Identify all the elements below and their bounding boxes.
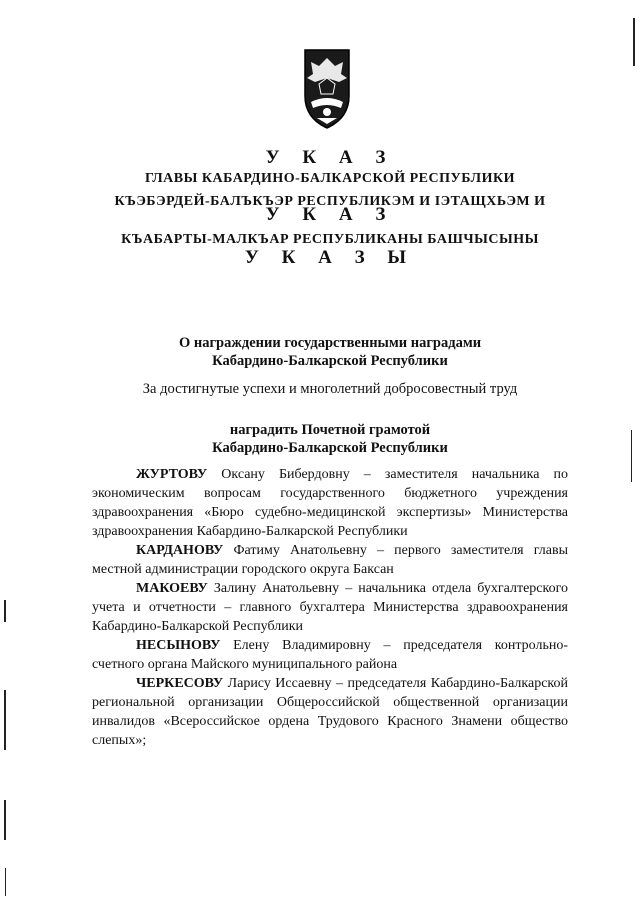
awardee-paragraph: [92, 674, 568, 750]
subject-line: О награждении государственными наградами: [178, 335, 482, 351]
scan-artifact: [633, 18, 635, 66]
decision-line: наградить Почетной грамотой: [229, 422, 431, 438]
scan-artifact: [4, 800, 6, 840]
awardee-description: Залину Анатольевну – начальника отдела бухгалтерского учета и отчетности – главного бухгалтера Министерства здравоохранения Кабардино-Балкарской Республики: [92, 581, 568, 634]
awardee-name: ЖУРТОВУ: [136, 467, 208, 482]
decree-subject: [40, 334, 620, 370]
title-line-ru: ГЛАВЫ КАБАРДИНО-БАЛКАРСКОЙ РЕСПУБЛИКИ: [144, 171, 516, 186]
awardee-name: КАРДАНОВУ: [136, 543, 224, 558]
title-line-balkar: КЪАБАРТЫ-МАЛКЪАР РЕСПУБЛИКАНЫ БАШЧЫСЫНЫ: [121, 232, 539, 247]
scan-artifact: [4, 690, 6, 750]
scan-artifact: [4, 600, 6, 622]
awardee-name: НЕСЫНОВУ: [136, 638, 221, 653]
subject-line: Кабардино-Балкарской Республики: [212, 353, 448, 369]
title-line-kabardian: КЪЭБЭРДЕЙ-БАЛЪКЪЭР РЕСПУБЛИКЭМ И ІЭТАЩХЬЭМ И: [114, 194, 546, 209]
awardees-list: [92, 465, 568, 750]
ukaz-heading-kabardian: У К А З: [265, 204, 395, 225]
decree-decision: [40, 421, 620, 457]
ukaz-heading-ru: У К А З: [265, 147, 395, 168]
awardee-paragraph: [92, 541, 568, 579]
awardee-description: Елену Владимировну – председателя контрольно-счетного органа Майского муниципального района: [92, 638, 568, 672]
coat-of-arms-emblem: [297, 44, 357, 130]
awardee-paragraph: [92, 465, 568, 541]
ukaz-heading-balkar: У К А З Ы: [244, 247, 416, 268]
decision-line: Кабардино-Балкарской Республики: [212, 440, 448, 456]
awardee-description: Оксану Бибердовну – заместителя начальника по экономическим вопросам государственного бюджетного учреждения здравоохранения «Бюро судебно-медицинской экспертизы» Министерства здравоохранения Кабардино-Балкарской Республики: [92, 467, 568, 539]
decree-preamble: За достигнутые успехи и многолетний добросовестный труд: [142, 381, 518, 397]
awardee-description: Фатиму Анатольевну – первого заместителя главы местной администрации городского округа Баксан: [92, 543, 568, 577]
awardee-description: Ларису Иссаевну – председателя Кабардино-Балкарской региональной организации Общероссийской общественной организации инвалидов «Всероссийское ордена Трудового Красного Знамени общество слепых»;: [92, 676, 568, 748]
awardee-paragraph: [92, 636, 568, 674]
awardee-name: ЧЕРКЕСОВУ: [136, 676, 224, 691]
awardee-name: МАКОЕВУ: [136, 581, 208, 596]
scan-artifact: [5, 868, 6, 896]
scan-artifact: [631, 430, 632, 482]
awardee-paragraph: [92, 579, 568, 636]
